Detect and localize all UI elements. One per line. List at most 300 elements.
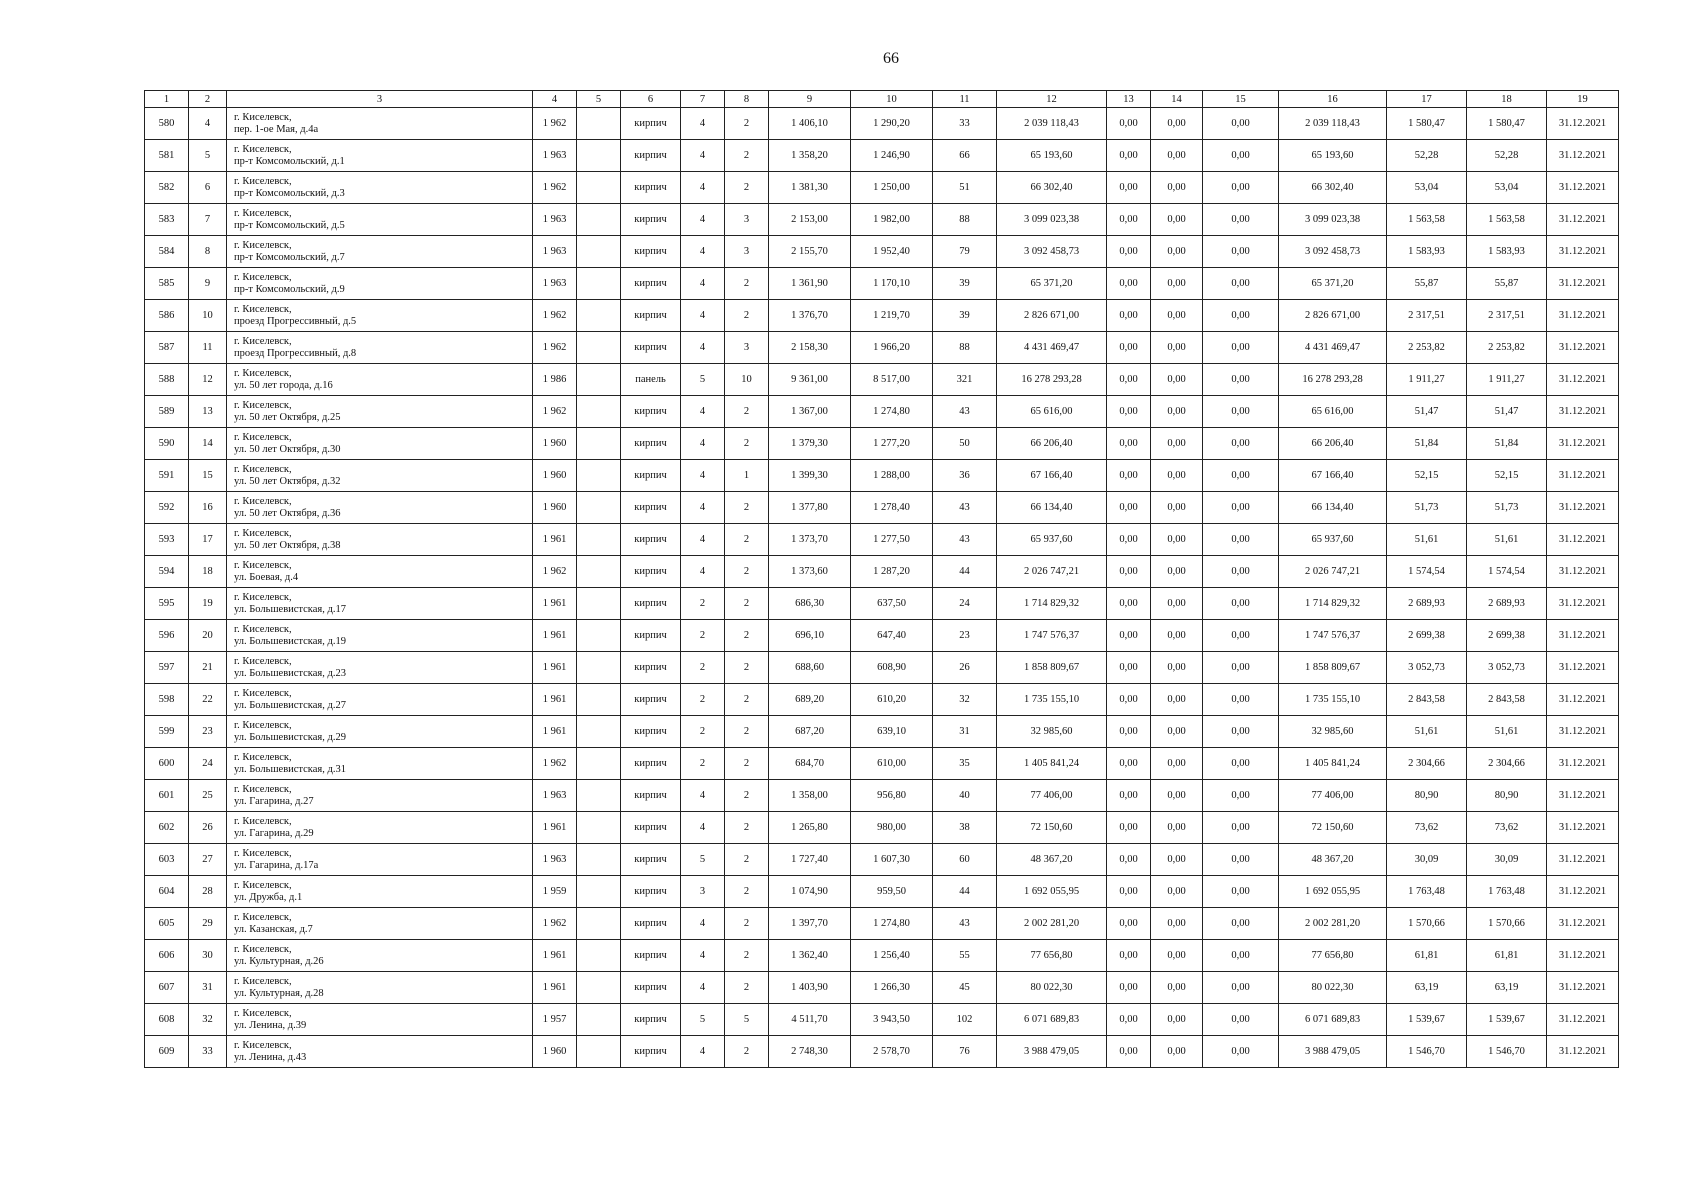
table-cell: кирпич — [621, 652, 681, 684]
column-header-16: 16 — [1279, 91, 1387, 108]
table-row — [145, 172, 1619, 204]
table-cell: 2 253,82 — [1467, 332, 1547, 364]
table-cell: 1 405 841,24 — [1279, 748, 1387, 780]
table-cell: 1 381,30 — [769, 172, 851, 204]
table-cell: 1 373,60 — [769, 556, 851, 588]
table-cell: 588 — [145, 364, 189, 396]
table-cell — [577, 908, 621, 940]
table-cell: 2 — [725, 652, 769, 684]
table-row — [145, 396, 1619, 428]
address-cell: г. Киселевск, пр-т Комсомольский, д.5 — [227, 204, 533, 236]
table-cell: 602 — [145, 812, 189, 844]
table-cell: 1 966,20 — [851, 332, 933, 364]
table-cell: 0,00 — [1107, 524, 1151, 556]
table-cell: 1 961 — [533, 588, 577, 620]
table-cell: 2 — [725, 300, 769, 332]
table-cell: 1 583,93 — [1467, 236, 1547, 268]
table-cell — [577, 108, 621, 140]
table-cell: 1 278,40 — [851, 492, 933, 524]
table-cell: 52,15 — [1387, 460, 1467, 492]
table-cell: 321 — [933, 364, 997, 396]
table-cell: 4 — [681, 556, 725, 588]
table-cell: 9 — [189, 268, 227, 300]
table-cell: 1 574,54 — [1467, 556, 1547, 588]
table-cell: 0,00 — [1203, 396, 1279, 428]
table-cell: 585 — [145, 268, 189, 300]
table-cell: 4 431 469,47 — [1279, 332, 1387, 364]
table-cell: 0,00 — [1107, 684, 1151, 716]
table-cell: 696,10 — [769, 620, 851, 652]
table-cell: 980,00 — [851, 812, 933, 844]
table-cell: 2 — [725, 780, 769, 812]
table-cell: 1 583,93 — [1387, 236, 1467, 268]
table-cell: 591 — [145, 460, 189, 492]
table-cell: 0,00 — [1203, 268, 1279, 300]
table-cell: 4 — [681, 908, 725, 940]
table-cell: 4 — [681, 492, 725, 524]
table-row — [145, 940, 1619, 972]
column-header-3: 3 — [227, 91, 533, 108]
table-cell: 16 278 293,28 — [997, 364, 1107, 396]
table-cell: 21 — [189, 652, 227, 684]
column-header-17: 17 — [1387, 91, 1467, 108]
table-cell: 589 — [145, 396, 189, 428]
table-cell: 2 002 281,20 — [1279, 908, 1387, 940]
table-cell: 33 — [933, 108, 997, 140]
table-cell: 604 — [145, 876, 189, 908]
table-cell: 1 961 — [533, 524, 577, 556]
table-cell: 687,20 — [769, 716, 851, 748]
table-cell: 65 193,60 — [997, 140, 1107, 172]
table-cell: 0,00 — [1203, 364, 1279, 396]
address-cell: г. Киселевск, ул. 50 лет Октября, д.25 — [227, 396, 533, 428]
table-cell: 61,81 — [1467, 940, 1547, 972]
table-cell: 590 — [145, 428, 189, 460]
table-cell: 1 563,58 — [1467, 204, 1547, 236]
table-cell: 31.12.2021 — [1547, 780, 1619, 812]
table-cell: 30,09 — [1387, 844, 1467, 876]
column-header-4: 4 — [533, 91, 577, 108]
column-header-19: 19 — [1547, 91, 1619, 108]
address-cell: г. Киселевск, ул. Ленина, д.39 — [227, 1004, 533, 1036]
table-cell: 0,00 — [1151, 268, 1203, 300]
table-cell: 1 358,00 — [769, 780, 851, 812]
table-cell: 0,00 — [1203, 236, 1279, 268]
table-cell: 4 — [681, 236, 725, 268]
table-cell: 0,00 — [1107, 1036, 1151, 1068]
table-cell: 72 150,60 — [997, 812, 1107, 844]
table-cell: 33 — [189, 1036, 227, 1068]
table-cell: 4 — [681, 460, 725, 492]
table-cell: 599 — [145, 716, 189, 748]
table-cell: 3 — [725, 204, 769, 236]
table-cell: 43 — [933, 492, 997, 524]
table-cell: 1 960 — [533, 492, 577, 524]
table-cell: 51,84 — [1467, 428, 1547, 460]
table-cell: панель — [621, 364, 681, 396]
table-cell: 31.12.2021 — [1547, 652, 1619, 684]
table-row — [145, 1036, 1619, 1068]
table-row — [145, 524, 1619, 556]
table-cell: 22 — [189, 684, 227, 716]
table-cell: 13 — [189, 396, 227, 428]
table-cell: 1 277,20 — [851, 428, 933, 460]
table-cell: 1 962 — [533, 108, 577, 140]
table-cell: 3 092 458,73 — [997, 236, 1107, 268]
table-cell: 32 985,60 — [1279, 716, 1387, 748]
table-cell: 0,00 — [1151, 460, 1203, 492]
table-cell: 1 570,66 — [1467, 908, 1547, 940]
table-cell: 0,00 — [1151, 108, 1203, 140]
table-cell — [577, 172, 621, 204]
table-cell: 3 — [681, 876, 725, 908]
table-cell: 0,00 — [1151, 1004, 1203, 1036]
table-cell: 0,00 — [1107, 876, 1151, 908]
table-cell: 20 — [189, 620, 227, 652]
table-cell: 0,00 — [1107, 556, 1151, 588]
table-cell: 1 982,00 — [851, 204, 933, 236]
table-cell: 647,40 — [851, 620, 933, 652]
table-cell: 51,73 — [1467, 492, 1547, 524]
table-cell: 1 763,48 — [1387, 876, 1467, 908]
table-cell: 1 963 — [533, 236, 577, 268]
table-cell: 18 — [189, 556, 227, 588]
table-cell: кирпич — [621, 396, 681, 428]
table-cell: 1 546,70 — [1387, 1036, 1467, 1068]
table-cell: 2 026 747,21 — [997, 556, 1107, 588]
column-header-18: 18 — [1467, 91, 1547, 108]
column-header-11: 11 — [933, 91, 997, 108]
table-cell: кирпич — [621, 940, 681, 972]
table-row — [145, 684, 1619, 716]
table-cell: 31 — [189, 972, 227, 1004]
table-cell: 6 071 689,83 — [997, 1004, 1107, 1036]
table-cell: 60 — [933, 844, 997, 876]
table-cell: 2 — [681, 748, 725, 780]
table-cell: 1 250,00 — [851, 172, 933, 204]
table-cell — [577, 876, 621, 908]
table-cell: кирпич — [621, 1036, 681, 1068]
table-cell: 31.12.2021 — [1547, 972, 1619, 1004]
table-cell: 610,20 — [851, 684, 933, 716]
table-cell: 31.12.2021 — [1547, 812, 1619, 844]
table-cell: 30,09 — [1467, 844, 1547, 876]
table-cell: 2 — [725, 588, 769, 620]
table-cell: 44 — [933, 876, 997, 908]
table-cell: 65 937,60 — [1279, 524, 1387, 556]
table-cell — [577, 652, 621, 684]
table-row — [145, 748, 1619, 780]
table-cell: 2 — [681, 620, 725, 652]
column-header-10: 10 — [851, 91, 933, 108]
column-header-5: 5 — [577, 91, 621, 108]
table-cell: 0,00 — [1107, 108, 1151, 140]
table-cell: 1 961 — [533, 652, 577, 684]
address-cell: г. Киселевск, проезд Прогрессивный, д.5 — [227, 300, 533, 332]
table-cell: 31.12.2021 — [1547, 748, 1619, 780]
table-cell: 0,00 — [1151, 908, 1203, 940]
table-cell: 25 — [189, 780, 227, 812]
table-cell: 48 367,20 — [997, 844, 1107, 876]
table-cell: 1 546,70 — [1467, 1036, 1547, 1068]
table-row — [145, 556, 1619, 588]
table-cell: 80,90 — [1387, 780, 1467, 812]
table-cell: 44 — [933, 556, 997, 588]
table-cell: 3 988 479,05 — [1279, 1036, 1387, 1068]
table-cell: 4 — [681, 140, 725, 172]
table-row — [145, 876, 1619, 908]
table-cell: 2 — [725, 140, 769, 172]
table-cell: кирпич — [621, 300, 681, 332]
table-row — [145, 268, 1619, 300]
table-cell: 1 266,30 — [851, 972, 933, 1004]
table-cell: 2 — [725, 1036, 769, 1068]
table-cell: 66 206,40 — [1279, 428, 1387, 460]
table-cell: 35 — [933, 748, 997, 780]
address-cell: г. Киселевск, ул. Гагарина, д.29 — [227, 812, 533, 844]
table-cell: 686,30 — [769, 588, 851, 620]
table-cell: кирпич — [621, 844, 681, 876]
table-cell: 14 — [189, 428, 227, 460]
table-cell: 31.12.2021 — [1547, 1004, 1619, 1036]
table-cell: 26 — [933, 652, 997, 684]
table-cell: 0,00 — [1203, 1036, 1279, 1068]
table-cell: 65 193,60 — [1279, 140, 1387, 172]
table-cell: 66 302,40 — [1279, 172, 1387, 204]
table-cell: 1 692 055,95 — [997, 876, 1107, 908]
table-cell: 0,00 — [1203, 748, 1279, 780]
table-cell: 5 — [681, 1004, 725, 1036]
table-cell: 0,00 — [1151, 172, 1203, 204]
address-cell: г. Киселевск, ул. Большевистская, д.31 — [227, 748, 533, 780]
table-cell: 31.12.2021 — [1547, 844, 1619, 876]
table-cell: 1 961 — [533, 716, 577, 748]
table-cell: 0,00 — [1151, 748, 1203, 780]
table-cell: 1 962 — [533, 300, 577, 332]
table-cell: 4 — [681, 428, 725, 460]
table-row — [145, 332, 1619, 364]
table-cell: 0,00 — [1151, 844, 1203, 876]
table-cell: 23 — [189, 716, 227, 748]
table-cell: 31.12.2021 — [1547, 876, 1619, 908]
table-body — [145, 108, 1619, 1068]
page-number: 66 — [883, 50, 899, 67]
table-cell: 1 406,10 — [769, 108, 851, 140]
table-cell: 73,62 — [1467, 812, 1547, 844]
table-cell: 1 962 — [533, 556, 577, 588]
table-cell: 0,00 — [1203, 492, 1279, 524]
table-cell: кирпич — [621, 332, 681, 364]
table-cell: 2 — [725, 556, 769, 588]
table-cell: 31.12.2021 — [1547, 908, 1619, 940]
table-cell: 5 — [681, 364, 725, 396]
table-cell: 2 843,58 — [1467, 684, 1547, 716]
table-cell: 65 616,00 — [997, 396, 1107, 428]
table-cell: 0,00 — [1151, 620, 1203, 652]
table-cell: 0,00 — [1203, 908, 1279, 940]
table-cell: 40 — [933, 780, 997, 812]
table-cell: 1 727,40 — [769, 844, 851, 876]
table-cell: 0,00 — [1203, 876, 1279, 908]
table-cell: 4 — [681, 300, 725, 332]
table-cell: 1 962 — [533, 908, 577, 940]
table-cell: 55,87 — [1387, 268, 1467, 300]
table-cell: 1 957 — [533, 1004, 577, 1036]
table-cell — [577, 332, 621, 364]
table-cell: 1 747 576,37 — [1279, 620, 1387, 652]
table-cell: 2 — [681, 588, 725, 620]
address-cell: г. Киселевск, ул. Большевистская, д.29 — [227, 716, 533, 748]
table-cell: 0,00 — [1107, 940, 1151, 972]
table-cell — [577, 588, 621, 620]
table-cell: 72 150,60 — [1279, 812, 1387, 844]
table-cell: 0,00 — [1151, 236, 1203, 268]
table-row — [145, 588, 1619, 620]
table-cell: кирпич — [621, 140, 681, 172]
table-cell: 1 735 155,10 — [997, 684, 1107, 716]
table-cell: 31.12.2021 — [1547, 460, 1619, 492]
table-cell: 596 — [145, 620, 189, 652]
table-cell: кирпич — [621, 428, 681, 460]
table-cell: 80 022,30 — [997, 972, 1107, 1004]
table-cell: 4 — [681, 780, 725, 812]
table-cell: 956,80 — [851, 780, 933, 812]
table-cell: 0,00 — [1203, 524, 1279, 556]
address-cell: г. Киселевск, ул. 50 лет Октября, д.30 — [227, 428, 533, 460]
table-cell: 53,04 — [1387, 172, 1467, 204]
column-header-1: 1 — [145, 91, 189, 108]
table-cell: 0,00 — [1151, 364, 1203, 396]
address-cell: г. Киселевск, ул. Большевистская, д.23 — [227, 652, 533, 684]
table-cell: 12 — [189, 364, 227, 396]
table-cell — [577, 556, 621, 588]
table-cell: кирпич — [621, 748, 681, 780]
table-cell: 88 — [933, 204, 997, 236]
address-cell: г. Киселевск, пр-т Комсомольский, д.7 — [227, 236, 533, 268]
table-cell: 0,00 — [1107, 620, 1151, 652]
table-cell: кирпич — [621, 780, 681, 812]
table-cell: 6 — [189, 172, 227, 204]
table-cell: 2 304,66 — [1387, 748, 1467, 780]
table-cell: кирпич — [621, 620, 681, 652]
table-cell: 55 — [933, 940, 997, 972]
table-cell: 1 074,90 — [769, 876, 851, 908]
table-row — [145, 428, 1619, 460]
table-cell — [577, 972, 621, 1004]
table-row — [145, 716, 1619, 748]
table-cell: 0,00 — [1151, 1036, 1203, 1068]
table-cell: 7 — [189, 204, 227, 236]
table-cell: 4 511,70 — [769, 1004, 851, 1036]
table-cell: 1 580,47 — [1387, 108, 1467, 140]
table-row — [145, 300, 1619, 332]
table-cell: 2 — [725, 172, 769, 204]
table-cell: 77 406,00 — [1279, 780, 1387, 812]
table-cell: 63,19 — [1467, 972, 1547, 1004]
table-cell: 2 689,93 — [1387, 588, 1467, 620]
table-cell: 2 153,00 — [769, 204, 851, 236]
table-cell: 24 — [189, 748, 227, 780]
table-cell: 1 397,70 — [769, 908, 851, 940]
table-cell: 66 — [933, 140, 997, 172]
table-cell: 31.12.2021 — [1547, 332, 1619, 364]
table-cell: 1 379,30 — [769, 428, 851, 460]
table-cell: 1 405 841,24 — [997, 748, 1107, 780]
table-cell: 19 — [189, 588, 227, 620]
table-cell: 65 371,20 — [1279, 268, 1387, 300]
table-row — [145, 460, 1619, 492]
table-row — [145, 492, 1619, 524]
table-cell: 8 — [189, 236, 227, 268]
table-cell: кирпич — [621, 684, 681, 716]
table-cell — [577, 396, 621, 428]
table-cell: 23 — [933, 620, 997, 652]
address-cell: г. Киселевск, ул. Ленина, д.43 — [227, 1036, 533, 1068]
table-cell: 1 961 — [533, 972, 577, 1004]
table-cell: 0,00 — [1107, 364, 1151, 396]
table-cell: 2 689,93 — [1467, 588, 1547, 620]
table-cell: 4 — [681, 396, 725, 428]
table-cell: 2 826 671,00 — [1279, 300, 1387, 332]
table-cell: 43 — [933, 524, 997, 556]
table-cell: 1 714 829,32 — [997, 588, 1107, 620]
table-cell — [577, 300, 621, 332]
address-cell: г. Киселевск, ул. Гагарина, д.17а — [227, 844, 533, 876]
table-cell: 1 961 — [533, 620, 577, 652]
table-cell: 4 — [681, 108, 725, 140]
table-cell: 0,00 — [1151, 332, 1203, 364]
table-cell: 2 002 281,20 — [997, 908, 1107, 940]
table-cell: 17 — [189, 524, 227, 556]
table-cell — [577, 1036, 621, 1068]
address-cell: г. Киселевск, ул. 50 лет города, д.16 — [227, 364, 533, 396]
table-cell: 2 699,38 — [1387, 620, 1467, 652]
table-cell: 3 092 458,73 — [1279, 236, 1387, 268]
table-row — [145, 620, 1619, 652]
table-cell — [577, 428, 621, 460]
table-cell: 67 166,40 — [1279, 460, 1387, 492]
table-cell: 0,00 — [1203, 428, 1279, 460]
table-cell: 31.12.2021 — [1547, 684, 1619, 716]
table-row — [145, 972, 1619, 1004]
table-cell: 1 962 — [533, 332, 577, 364]
table-cell: 2 — [725, 524, 769, 556]
table-cell: 51,61 — [1387, 524, 1467, 556]
table-cell: 24 — [933, 588, 997, 620]
table-cell: 4 — [681, 972, 725, 1004]
table-cell: 2 — [681, 716, 725, 748]
table-row — [145, 204, 1619, 236]
address-cell: г. Киселевск, ул. Гагарина, д.27 — [227, 780, 533, 812]
table-cell: 1 858 809,67 — [1279, 652, 1387, 684]
table-cell: 2 155,70 — [769, 236, 851, 268]
table-cell — [577, 364, 621, 396]
table-cell: 52,28 — [1387, 140, 1467, 172]
table-cell: 1 963 — [533, 780, 577, 812]
table-cell: кирпич — [621, 972, 681, 1004]
table-cell: 2 — [725, 844, 769, 876]
table-cell: 1 170,10 — [851, 268, 933, 300]
table-cell: 584 — [145, 236, 189, 268]
table-cell: 1 986 — [533, 364, 577, 396]
table-cell: 2 826 671,00 — [997, 300, 1107, 332]
table-cell: 0,00 — [1151, 876, 1203, 908]
table-cell: 3 988 479,05 — [997, 1036, 1107, 1068]
table-cell: 593 — [145, 524, 189, 556]
column-header-13: 13 — [1107, 91, 1151, 108]
table-cell: 39 — [933, 268, 997, 300]
table-cell: 2 699,38 — [1467, 620, 1547, 652]
